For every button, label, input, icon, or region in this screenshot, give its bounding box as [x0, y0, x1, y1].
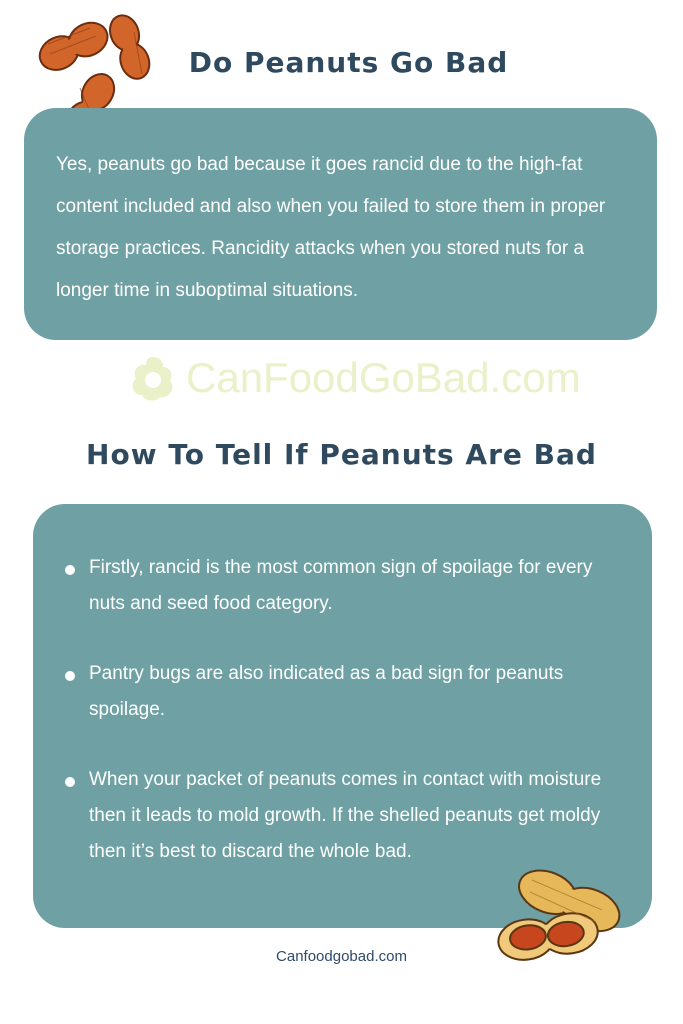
list-item: Pantry bugs are also indicated as a bad sign for peanuts spoilage. — [63, 656, 623, 728]
watermark-logo-icon — [130, 353, 176, 403]
watermark-text: CanFoodGoBad.com — [186, 354, 581, 401]
answer-paragraph: Yes, peanuts go bad because it goes rancid due to the high-fat content included and also when you failed to store them in proper storage practices. Rancidity attacks when you stored nuts for a longer time in suboptimal situations. — [56, 154, 606, 301]
watermark — [130, 350, 610, 406]
footer-site-name: Canfoodgobad.com — [276, 948, 407, 965]
signs-list — [63, 550, 623, 904]
answer-card — [24, 108, 657, 340]
bullet-icon — [65, 777, 75, 787]
signs-card — [33, 504, 652, 928]
bullet-icon — [65, 671, 75, 681]
bullet-icon — [65, 565, 75, 575]
list-item: Firstly, rancid is the most common sign of spoilage for every nuts and seed food category. — [63, 550, 623, 622]
section-title-do-peanuts-go-bad: Do Peanuts Go Bad — [188, 46, 509, 79]
section-title-how-to-tell: How To Tell If Peanuts Are Bad — [86, 438, 597, 471]
list-item: When your packet of peanuts comes in contact with moisture then it leads to mold growth. If the shelled peanuts get moldy then it’s best to discard the whole bad. — [63, 762, 623, 870]
